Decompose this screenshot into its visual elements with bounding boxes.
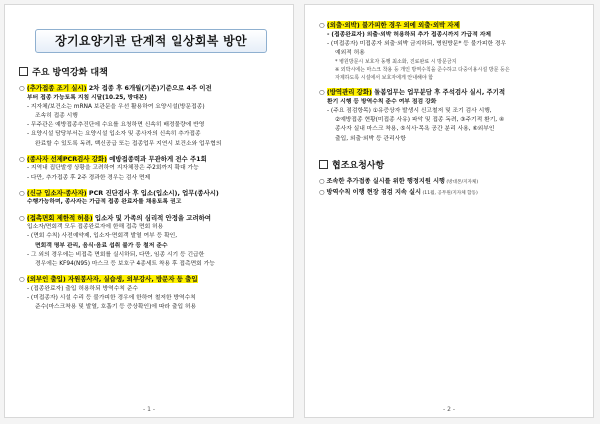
body-line: - 지자체/보건소는 mRNA 보관문을 우선 활용하여 요양시설(방문접종) (27, 103, 205, 110)
page-2 (304, 4, 594, 418)
body-line: ②예방접종 현황(미접종 사유) 파악 및 접종 독려, ③주기적 환기, ④ (335, 117, 505, 124)
bullet-block (319, 21, 583, 82)
circle-bullet-icon: ○ (19, 154, 27, 163)
heading-text: 예방접종력과 무관하게 전수 주1회 (106, 154, 207, 163)
body-line: 완료할 수 있도록 독려, 백신공급 또는 접종업무 지연시 보건소와 업무협의 (35, 140, 222, 147)
bullet-heading (19, 275, 283, 285)
body-line: 준수(마스크착용 및 발열, 호흡기 등 증상확인)에 따라 출입 허용 (35, 304, 197, 311)
heading-text: 2차 접종 후 6개월(기존)기준으로 4주 이전 (86, 84, 212, 92)
body-line: - (접종완료자) 외출·외박 허용하되 추가 접종시까지 가급적 자제 (327, 31, 492, 38)
body-line: - (미접종자) 시설 수리 등 불가피한 경우에 한하여 철저한 방역수칙 (27, 295, 196, 302)
highlighted-heading: (신규 입소자·종사자) (26, 188, 87, 197)
bullet-heading (19, 214, 283, 224)
document-title: 장기요양기관 단계적 일상회복 방안 (35, 29, 267, 53)
body-line: - (면회 수칙) 사전예약제, 입소자·면회객 발열 여부 등 확인, (27, 233, 178, 240)
page-number: - 1 - (143, 406, 155, 413)
heading-text: PCR 진단검사 후 입소(입소시), 업무(종사시) (86, 188, 219, 197)
bullet-heading (319, 88, 583, 98)
bullet-heading (19, 84, 283, 94)
circle-bullet-icon: ○ (19, 188, 27, 197)
highlighted-heading: (접촉면회 제한적 허용) (26, 213, 93, 222)
body-line: - (주요 점검항목) ①유증상자 발생시 신고철저 및 조기 검사 시행, (327, 108, 492, 114)
heading-text: 돌봄업무는 업무분담 후 주석검사 실시, 주기적 (371, 88, 505, 97)
body-line: 경우에는 KF94(N95) 마스크 등 보호구 4종세트 착용 후 접촉면회 가능 (35, 261, 215, 268)
coop-item (319, 177, 583, 188)
square-bullet-icon (319, 160, 328, 169)
body-line: - 요양시설 담당부서는 요양시설 입소자 및 종사자의 신속히 추가접종 (27, 131, 201, 138)
coop-item-main: ○ 방역수칙 이행 현장 점검 지속 실시 (319, 188, 422, 196)
body-line: * 병원방문시 보호자 동행 최소화, 진료완료 시 방문금지 (335, 59, 457, 66)
coop-item (319, 188, 583, 199)
bullet-block (19, 275, 283, 312)
section-heading: 주요 방역강화 대책 (19, 65, 283, 78)
body-line: 부터 접종 가능토록 지침 시달(10.25, 방대본) (27, 94, 147, 101)
bullet-block (19, 214, 283, 270)
coop-list (319, 177, 583, 199)
body-line: 종사자 실내 마스크 착용, ⑤식사·목욕 공간 분리 사용, ⑥외부인 (335, 126, 495, 133)
circle-bullet-icon: ○ (19, 275, 27, 284)
body-line: - 무주관은 예방접종추진단에 수요를 요청하면 신속히 배정물량에 반영 (27, 122, 205, 129)
left-blocks (19, 84, 283, 312)
page-number: - 2 - (443, 406, 455, 413)
body-line: 자제하도록 시설에서 보호자에게 안내해야 함 (335, 75, 434, 82)
highlighted-heading: (방역관리 강화) (326, 88, 372, 97)
body-line: 예외적 허용 (335, 50, 365, 56)
bullet-block (19, 84, 283, 149)
body-line: - 지역내 집단발생 상황을 고려하여 지자체장은 주2회까지 확대 가능 (27, 165, 199, 172)
section-heading-coop: 협조요청사항 (319, 158, 583, 171)
coop-item-main: ○ 조속한 추가접종 실시를 위한 행정지원 시행 (319, 177, 445, 185)
highlighted-heading: (외출·외박) 불가피한 경우 외에 외출·외박 자제 (326, 21, 460, 29)
coop-item-tail: (방대본/지자체) (444, 179, 479, 185)
coop-item-tail: (11월, 공무원/지자체 합동) (421, 190, 478, 196)
page-1 (4, 4, 294, 418)
body-line: 조속히 접종 시행 (35, 113, 78, 119)
body-line: - (접종완료자) 출입 허용하되 방역수칙 준수 (27, 285, 139, 292)
highlighted-heading: (종사자 선제PCR검사 강화) (26, 154, 107, 163)
bullet-block (19, 155, 283, 183)
highlighted-heading: (추가접종 조기 실시) (26, 84, 87, 92)
square-bullet-icon (19, 67, 28, 76)
right-blocks (319, 21, 583, 144)
body-line: - 그 외의 경우에는 비접촉 면회를 실시하되, 다만, 임종 시기 등 긴급한 (27, 251, 205, 258)
bullet-heading (19, 155, 283, 165)
body-line: 환기 시행 등 방역수칙 준수 여부 점검 강화 (327, 98, 437, 105)
heading-text: 입소자 및 가족의 심리적 안정을 고려하여 (92, 213, 211, 222)
circle-bullet-icon: ○ (19, 84, 27, 92)
bullet-heading (19, 189, 283, 199)
bullet-heading (319, 21, 583, 31)
circle-bullet-icon: ○ (319, 88, 327, 97)
bullet-block (19, 189, 283, 208)
body-line: 면회객 명부 관리, 음식·음료 섭취 불가 등 철저 준수 (35, 242, 168, 249)
body-line: ※ 외박시에는 마스크 착용 등 개인 방역수칙을 준수하고 다중이용시설 방문 등은 (335, 67, 510, 74)
body-line: 입소자/면회객 모두 접종완료자에 한해 접촉 면회 허용 (27, 224, 164, 231)
circle-bullet-icon: ○ (19, 213, 27, 222)
bullet-block (319, 88, 583, 144)
body-line: 수행가능하며, 종사자는 가급적 접종 완료자를 채용토록 권고 (27, 199, 182, 206)
body-line: - 다만, 추가접종 후 2주 경과한 경우는 검사 면제 (27, 174, 151, 181)
highlighted-heading: (외부인 출입) 자원봉사자, 실습생, 외부강사, 방문자 등 출입 (26, 275, 198, 284)
body-line: 출입, 외출·외박 등 관리사항 (335, 135, 406, 142)
body-line: - (미접종자) 미접종자 외출·외박 금지하되, 병원방문* 등 불가피한 경우 (327, 40, 507, 47)
circle-bullet-icon: ○ (319, 21, 327, 29)
